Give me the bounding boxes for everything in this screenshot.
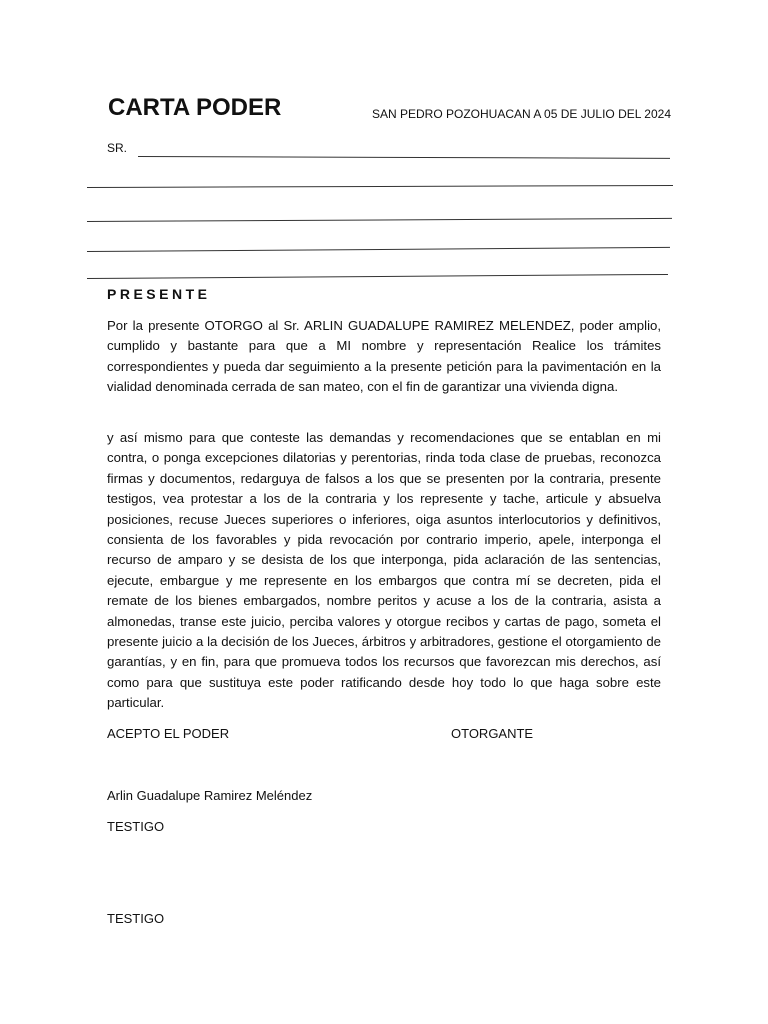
acepto-label: ACEPTO EL PODER [107,726,230,741]
recipient-line-2 [87,185,673,188]
apoderado-name: Arlin Guadalupe Ramirez Meléndez [107,788,313,803]
testigo-label-2: TESTIGO [107,911,165,926]
place-date: SAN PEDRO POZOHUACAN A 05 DE JULIO DEL 2024 [372,107,671,121]
testigo-label-1: TESTIGO [107,819,165,834]
recipient-line-5 [87,274,668,279]
document-title: CARTA PODER [108,94,282,121]
otorgante-label: OTORGANTE [451,726,534,741]
presente-heading: PRESENTE [107,286,211,302]
recipient-line-3 [87,218,672,222]
recipient-line-1 [138,156,670,159]
body-paragraph-1: Por la presente OTORGO al Sr. ARLIN GUADALUPE RAMIREZ MELENDEZ, poder amplio, cumplido y bastante para que a MI nombre y representación Realice los trámites correspondientes y pueda dar seguimiento a la presente petición para la pavimentación en la vialidad denominada cerrada de san mateo, con el fin de garantizar una vivienda digna. [107,318,661,395]
recipient-label: SR. [107,141,128,155]
body-paragraph-2: y así mismo para que conteste las demandas y recomendaciones que se entablan en mi contra, o ponga excepciones dilatorias y perentorias, rinda toda clase de pruebas, reconozca firmas y documentos, redarguya de falsos a los que se presenten por la contraria, presente testigos, vea protestar a los de la contraria y los represente y tache, articule y absuelva posiciones, recuse Jueces superiores o inferiores, oiga asuntos interlocutorios y definitivos, consienta de los favorables y pida revocación por contrario imperio, apele, interponga el recurso de amparo y se desista de los que interponga, pida aclaración de las sentencias, ejecute, embargue y me represente en los embargos que contra mí se decreten, pida el remate de los bienes embargados, nombre peritos y acuse a los de la contraria, asista a almonedas, transe este juicio, perciba valores y otorgue recibos y cartas de pago, someta el presente juicio a la decisión de los Jueces, árbitros y arbitradores, gestione el otorgamiento de garantías, y en fin, para que promueva todos los recursos que favorezcan mis derechos, así como para que sustituya este poder ratificando desde hoy todo lo que haga sobre este particular. [107,430,661,711]
recipient-line-4 [87,247,670,252]
